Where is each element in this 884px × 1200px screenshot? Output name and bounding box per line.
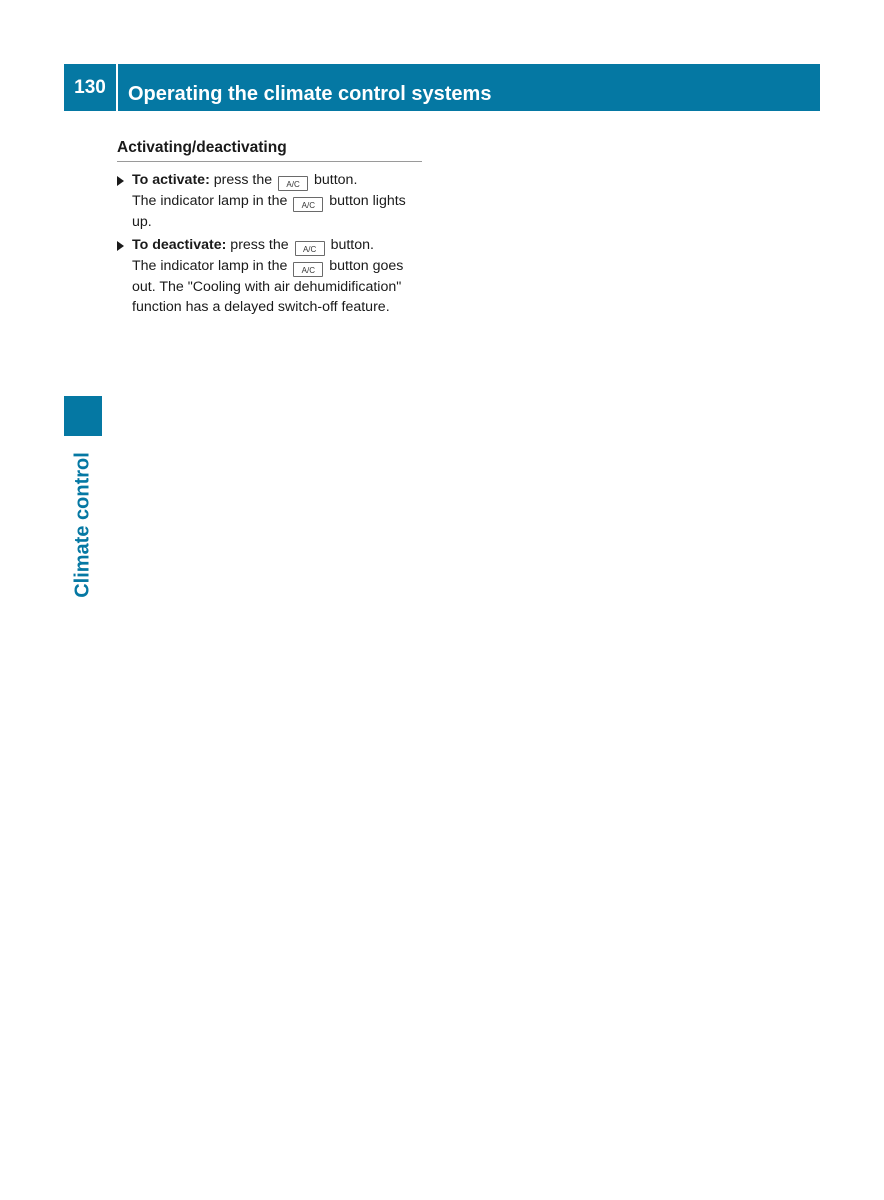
ac-button-icon: A/C	[278, 176, 308, 191]
instruction-text: button lights	[325, 193, 406, 209]
page-title: Operating the climate control systems	[128, 83, 492, 105]
instruction-deactivate	[117, 235, 422, 318]
instruction-lead: To activate:	[132, 172, 210, 188]
triangle-bullet-icon	[117, 241, 124, 251]
section-heading: Activating/deactivating	[117, 139, 422, 162]
triangle-bullet-icon	[117, 176, 124, 186]
instruction-text: The indicator lamp in the	[132, 257, 288, 274]
instruction-text: button goes	[325, 257, 404, 274]
instruction-text: press the	[226, 236, 289, 253]
header-bar	[64, 64, 820, 111]
ac-button-icon: A/C	[293, 262, 323, 277]
instruction-line: up.	[132, 214, 152, 230]
instruction-line	[132, 235, 422, 256]
instruction-text: button.	[310, 172, 358, 188]
ac-button-icon: A/C	[293, 197, 323, 212]
instruction-activate	[117, 170, 422, 233]
instruction-line	[132, 170, 422, 191]
instruction-line	[132, 256, 422, 277]
content-column	[117, 139, 422, 320]
instruction-line: out. The "Cooling with air dehumidification"	[132, 278, 402, 295]
instruction-text: button.	[326, 236, 374, 253]
instruction-line	[132, 191, 422, 212]
instruction-line: function has a delayed switch-off feature.	[132, 299, 390, 315]
instruction-text: press the	[209, 172, 273, 188]
header-divider	[116, 64, 118, 111]
side-tab-marker	[64, 396, 102, 436]
ac-button-icon: A/C	[295, 241, 325, 256]
side-tab-label: Climate control	[71, 452, 94, 598]
page-number: 130	[74, 77, 106, 98]
instruction-lead: To deactivate:	[132, 236, 227, 253]
instruction-text: The indicator lamp in the	[132, 193, 288, 209]
